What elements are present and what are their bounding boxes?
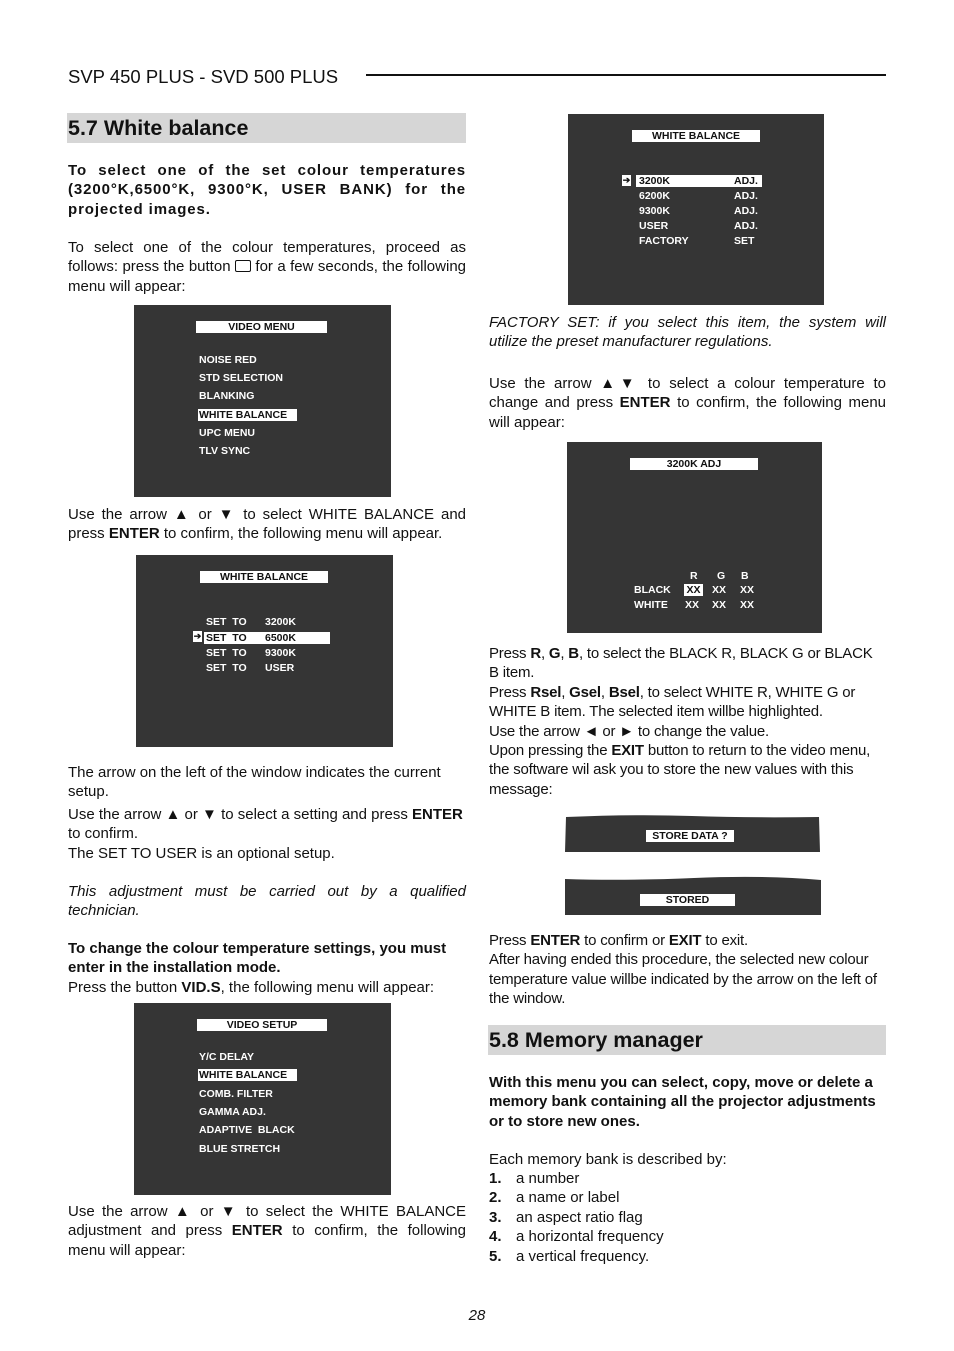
setup-item-comb-filter: COMB. FILTER	[199, 1088, 273, 1100]
memory-bank-attributes-list	[489, 1169, 886, 1266]
column-header-b: B	[741, 570, 749, 582]
wb-adj-row-5-action: SET	[734, 235, 755, 247]
r3-text-b: to confirm or	[580, 932, 669, 949]
wb-adj-row-2-action: ADJ.	[734, 190, 758, 202]
list-item-number: 5.	[489, 1247, 502, 1265]
wb-adj-row-2-label: 6200K	[639, 190, 670, 202]
setup-item-yc-delay: Y/C DELAY	[199, 1051, 255, 1063]
video-menu-screen	[134, 305, 391, 497]
setup-item-blue-stretch: BLUE STRETCH	[199, 1143, 281, 1155]
menu-item-upc-menu: UPC MENU	[199, 427, 256, 439]
qualified-technician-note: This adjustment must be carried out by a qualified technician.	[68, 883, 466, 920]
row-white-label: WHITE	[634, 599, 668, 611]
wb-set-row-4-value: USER	[265, 662, 295, 674]
p5-text-a: Press the button	[68, 979, 182, 996]
r2-press: Press	[489, 645, 531, 662]
list-item	[489, 1169, 886, 1188]
wb-set-row-2-value: 6500K	[265, 632, 296, 644]
r3-text-d: After having ended this procedure, the selected new colour temperature value willbe indicated by the arrow on the left of the window.	[489, 951, 877, 1008]
list-item-text: an aspect ratio flag	[516, 1208, 643, 1226]
menu-item-white-balance-selected: WHITE BALANCE	[198, 409, 297, 421]
list-item	[489, 1247, 886, 1266]
section-5-7-title: 5.7 White balance	[68, 116, 249, 140]
black-b-value: XX	[740, 584, 755, 596]
r3-text-a: Press	[489, 932, 531, 949]
store-data-message: STORE DATA ?	[646, 830, 734, 842]
wb-adj-row-5-label: FACTORY	[639, 235, 689, 247]
r2-exit: EXIT	[611, 742, 644, 760]
p6-text-b: to confirm, the following menu will appear:	[68, 1222, 466, 1259]
p5-text-b: , the following menu will appear:	[220, 979, 435, 996]
p4-text-c: The SET TO USER is an optional setup.	[68, 844, 335, 862]
p2-enter: ENTER	[108, 525, 160, 543]
list-item-text: a vertical frequency.	[516, 1247, 650, 1265]
wb-set-row-1-value: 3200K	[265, 616, 296, 628]
p5-vids: VID.S	[181, 979, 221, 996]
section-5-8-heading-bar	[488, 1025, 886, 1055]
black-g-value: XX	[712, 584, 727, 596]
p4-text-b: to confirm.	[68, 825, 139, 843]
header-rule	[366, 74, 886, 76]
p2-text-b: to confirm, the following menu will appear.	[159, 525, 443, 543]
r2-gsel: Gsel	[569, 683, 601, 701]
list-item-text: a name or label	[516, 1189, 620, 1207]
r1-enter: ENTER	[619, 394, 671, 412]
r2-upon: Upon pressing the	[489, 742, 612, 760]
wb-set-row-3-label: SET TO	[206, 647, 247, 659]
wb-set-row-4-label: SET TO	[206, 662, 247, 674]
r3-enter: ENTER	[530, 932, 581, 949]
wb-adj-row-4-label: USER	[639, 220, 669, 232]
list-item	[489, 1227, 886, 1246]
r3-exit: EXIT	[668, 932, 702, 949]
page-number: 28	[468, 1307, 486, 1324]
video-setup-title: VIDEO SETUP	[197, 1019, 327, 1031]
r2-r: R	[530, 645, 541, 662]
wb-adj-title: WHITE BALANCE	[632, 130, 760, 142]
black-r-value-selected: XX	[684, 584, 703, 596]
r2-bsel: Bsel	[608, 683, 640, 701]
r2-g: G	[548, 645, 561, 662]
setup-item-adaptive-black: ADAPTIVE BLACK	[199, 1124, 295, 1136]
white-g-value: XX	[712, 599, 727, 611]
wb-adj-row-1-action: ADJ.	[734, 175, 758, 187]
factory-set-note: FACTORY SET: if you select this item, the system will utilize the preset manufacturer regulations.	[489, 314, 886, 351]
r2-arrow: Use the arrow ◄ or ► to change the value.	[489, 722, 769, 740]
section-5-8-intro: With this menu you can select, copy, move or delete a memory bank containing all the projector adjustments or to store new ones.	[489, 1074, 876, 1130]
r2-b: B	[568, 645, 579, 662]
3200k-adjust-screen	[567, 442, 822, 633]
p4-enter: ENTER	[412, 806, 463, 823]
wb-set-row-3-value: 9300K	[265, 647, 296, 659]
p4-text-a: Use the arrow ▲ or ▼ to select a setting and press	[68, 806, 413, 823]
wb-adj-row-1-label: 3200K	[639, 175, 670, 187]
paragraph-rgb-selection: Press R, G, B, to select the BLACK R, BLACK G or BLACK B item. Press Rsel, Gsel, Bsel, to select WHITE R, WHITE G or WHITE B item. The selected item willbe highlighted. Use the arrow ◄ or ► to change the value. Upon pressing the EXIT button to return to the video menu, the software wil ask you to store the new values with this message:	[489, 645, 873, 798]
list-item-number: 2.	[489, 1189, 502, 1207]
list-item-number: 3.	[489, 1208, 502, 1226]
p6-enter: ENTER	[231, 1222, 283, 1240]
video-setup-screen	[134, 1003, 391, 1195]
list-item-number: 4.	[489, 1228, 502, 1246]
p2-text-a: Use the arrow ▲ or ▼ to select WHITE BALANCE and press	[68, 506, 466, 543]
wb-adj-row-4-action: ADJ.	[734, 220, 758, 232]
section-5-7-heading-bar	[67, 113, 466, 143]
video-menu-title: VIDEO MENU	[196, 321, 327, 333]
paragraph-select-white-balance	[68, 505, 466, 544]
installation-mode-note: To change the colour temperature settings, you must enter in the installation mode.	[68, 940, 447, 977]
r2-rest2: , to select WHITE R, WHITE G or WHITE B item. The selected item willbe highlighted.	[489, 683, 856, 721]
list-item	[489, 1188, 886, 1207]
paragraph-current-setup: The arrow on the left of the window indicates the current setup.	[68, 764, 441, 801]
p1-text-a: To select one of the colour temperatures, proceed as follows: press the button	[68, 239, 466, 276]
section-5-8-title: 5.8 Memory manager	[489, 1028, 703, 1052]
paragraph-select-setting	[68, 805, 466, 863]
menu-item-std-selection: STD SELECTION	[199, 372, 284, 384]
r2-rest3: button to return to the video menu, the software wil ask you to store the new values with this message:	[489, 742, 871, 798]
paragraph-select-wb-adjustment	[68, 1202, 466, 1260]
p1-text-b: for a few seconds, the following menu will appear:	[68, 258, 467, 295]
paragraph-press-vids	[68, 978, 466, 997]
list-item-text: a number	[516, 1170, 580, 1187]
r1-text-a: Use the arrow ▲▼ to select a colour temperature to change and press	[489, 375, 886, 412]
setup-item-gamma-adj: GAMMA ADJ.	[199, 1106, 266, 1118]
setup-item-white-balance-selected: WHITE BALANCE	[198, 1069, 297, 1081]
r2-press2: Press	[489, 683, 531, 701]
menu-item-blanking: BLANKING	[199, 390, 255, 402]
paragraph-confirm-exit	[489, 931, 886, 1009]
row-black-label: BLACK	[634, 584, 671, 596]
white-b-value: XX	[740, 599, 755, 611]
stored-message: STORED	[640, 894, 735, 906]
menu-item-noise-red: NOISE RED	[199, 354, 257, 366]
memory-bank-lead: Each memory bank is described by:	[489, 1151, 727, 1168]
wb-set-row-1-label: SET TO	[206, 616, 247, 628]
section-5-7-intro: To select one of the set colour temperatures (3200°K,6500°K, 9300°K, USER BANK) for the projected images.	[68, 162, 466, 218]
wb-adj-row-3-action: ADJ.	[734, 205, 758, 217]
document-header-title: SVP 450 PLUS - SVD 500 PLUS	[68, 66, 339, 87]
p6-text-a: Use the arrow ▲ or ▼ to select the WHITE BALANCE adjustment and press	[68, 1203, 466, 1240]
column-header-r: R	[690, 570, 698, 582]
menu-item-tlv-sync: TLV SYNC	[199, 445, 251, 457]
current-temperature-arrow-icon: ➔	[622, 175, 631, 185]
wb-set-row-2-label: SET TO	[206, 632, 247, 644]
paragraph-select-temperature	[489, 374, 886, 432]
r2-rest: , to select the BLACK R, BLACK G or BLACK B item.	[489, 645, 873, 682]
white-balance-set-screen	[136, 555, 393, 747]
current-setting-arrow-icon: ➔	[193, 631, 202, 641]
column-header-g: G	[717, 570, 726, 582]
r3-text-c: to exit.	[701, 932, 748, 949]
list-item-text: a horizontal frequency	[516, 1228, 664, 1246]
paragraph-press-button	[68, 238, 466, 296]
square-button-icon	[235, 260, 251, 272]
wb-adj-row-3-label: 9300K	[639, 205, 670, 217]
list-item-number: 1.	[489, 1170, 502, 1187]
wb-set-title: WHITE BALANCE	[200, 571, 328, 583]
white-balance-adjust-screen	[568, 114, 824, 305]
r2-rsel: Rsel	[530, 683, 562, 701]
white-r-value: XX	[685, 599, 700, 611]
list-item	[489, 1208, 886, 1227]
3200k-adj-title: 3200K ADJ	[630, 458, 758, 470]
r1-text-b: to confirm, the following menu will appear:	[489, 394, 887, 431]
